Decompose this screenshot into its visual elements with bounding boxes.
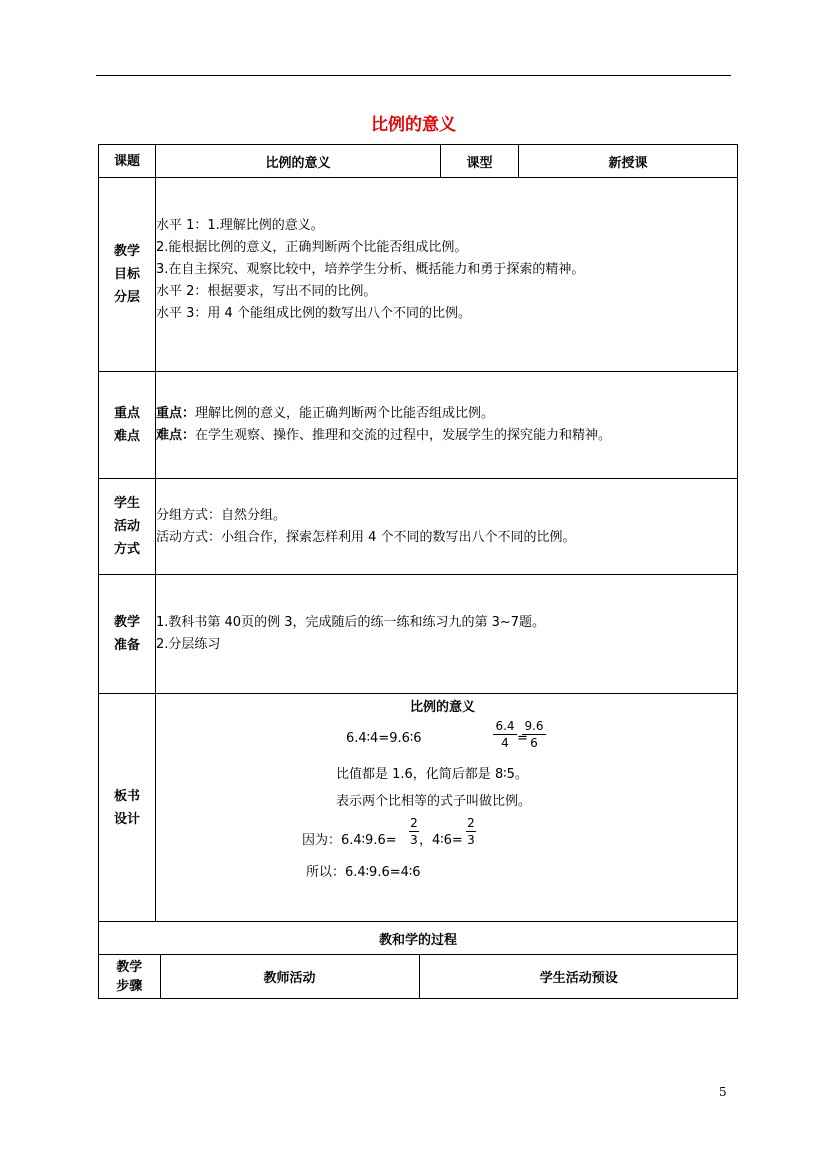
goals-row [99, 178, 738, 372]
board-ratio-value: 比值都是 1.6，化简后都是 8∶5。 [336, 767, 528, 782]
board-equation: 6.4∶4=9.6∶6 [346, 731, 422, 746]
steps-label: 教学 步骤 [116, 959, 143, 994]
lesson-type-value: 新授课 [519, 145, 738, 178]
lesson-plan-table [98, 144, 738, 999]
fraction-9-6-over-6: 9.6 6 [522, 719, 546, 750]
keys-row [99, 372, 738, 479]
board-label: 板书 设计 [99, 694, 156, 922]
header-rule [96, 75, 731, 76]
keys-label: 重点 难点 [99, 372, 156, 479]
activity-line: 分组方式：自然分组。 [156, 507, 287, 523]
goal-line: 水平 2：根据要求，写出不同的比例。 [156, 283, 377, 299]
prep-line: 1.教科书第 40页的例 3，完成随后的练一练和练习九的第 3~7题。 [156, 615, 546, 630]
goal-line: 水平 1：1.理解比例的意义。 [156, 217, 324, 233]
difficult-point: 难点：在学生观察、操作、推理和交流的过程中，发展学生的探究能力和精神。 [156, 428, 612, 443]
board-because-a: 因为：6.4∶9.6= [302, 833, 397, 848]
process-row [99, 922, 738, 955]
board-therefore: 所以：6.4∶9.6=4∶6 [306, 865, 421, 880]
board-definition: 表示两个比相等的式子叫做比例。 [336, 794, 532, 809]
goal-line: 水平 3：用 4 个能组成比例的数写出八个不同的比例。 [156, 305, 471, 321]
activity-content [156, 479, 738, 575]
goal-line: 3.在自主探究、观察比较中，培养学生分析、概括能力和勇于探索的精神。 [156, 261, 585, 277]
page-title: 比例的意义 [371, 115, 456, 135]
activity-line: 活动方式：小组合作，探索怎样利用 4 个不同的数写出八个不同的比例。 [156, 529, 576, 545]
teacher-activity-header: 教师活动 [160, 955, 419, 998]
steps-cell [99, 955, 738, 999]
steps-subtable [99, 955, 738, 998]
process-heading: 教和学的过程 [99, 922, 738, 955]
steps-row [99, 955, 738, 999]
student-activity-header: 学生活动预设 [419, 955, 738, 998]
topic-label: 课题 [99, 145, 156, 178]
board-row [99, 694, 738, 922]
topic-row [99, 145, 738, 178]
fraction-equals: = [517, 731, 528, 746]
prep-label: 教学 准备 [99, 575, 156, 694]
goals-content [156, 178, 738, 372]
board-area [156, 694, 737, 920]
keys-content [156, 372, 738, 479]
fraction-2-over-3-a: 2 3 [410, 816, 418, 847]
prep-line: 2.分层练习 [156, 637, 221, 652]
topic-value: 比例的意义 [156, 145, 441, 178]
goals-label: 教学 目标 分层 [99, 178, 156, 372]
fraction-6-4-over-4: 6.4 4 [493, 719, 517, 750]
fraction-2-over-3-b: 2 3 [467, 816, 475, 847]
prep-row [99, 575, 738, 694]
goal-line: 2.能根据比例的意义，正确判断两个比能否组成比例。 [156, 239, 468, 255]
activity-row [99, 479, 738, 575]
board-heading: 比例的意义 [410, 700, 476, 715]
page-number: 5 [719, 1085, 727, 1099]
key-point: 重点：理解比例的意义，能正确判断两个比能否组成比例。 [156, 406, 495, 421]
lesson-type-label: 课型 [441, 145, 519, 178]
prep-content [156, 575, 738, 694]
board-content [156, 694, 738, 922]
activity-label: 学生 活动 方式 [99, 479, 156, 575]
board-because-b: ，4∶6= [419, 833, 463, 848]
